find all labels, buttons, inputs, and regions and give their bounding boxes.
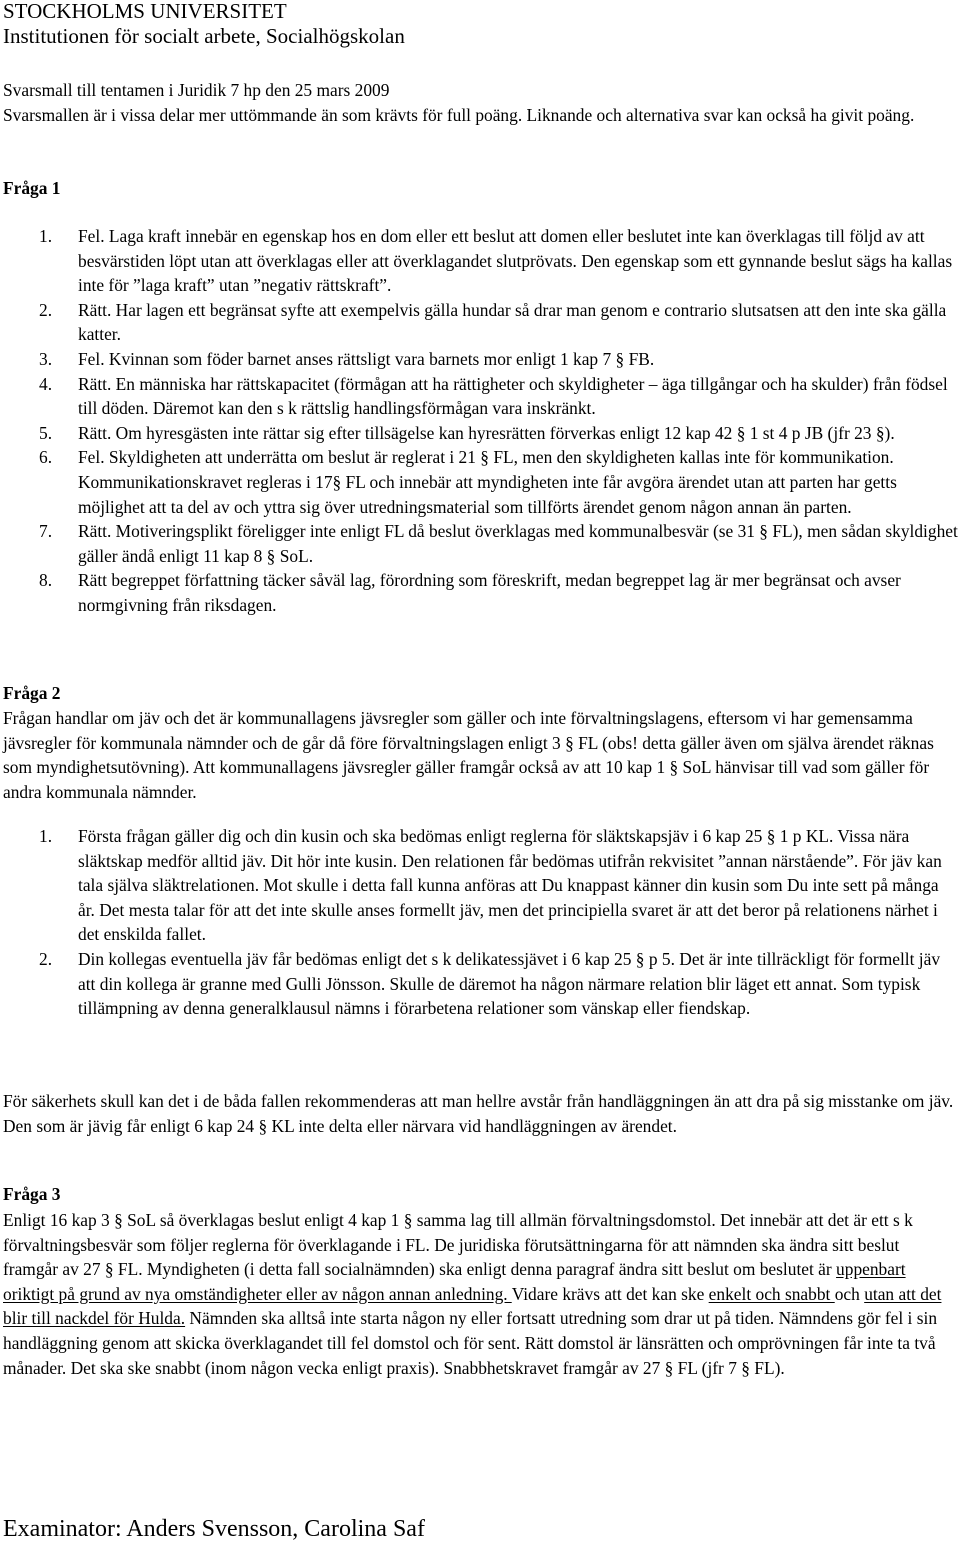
q2-intro: Frågan handlar om jäv och det är kommunallagens jävsregler som gäller och inte förvaltningslagens, eftersom vi har gemensamma jävsregler för kommunala nämnder och de går då före förvaltningslagen enligt 3 § FL (obs! detta gäller även om själva ärendet räknas som myndighetsutövning). Att kommunallagens jävsregler gäller framgår också av att 10 kap 1 § SoL hänvisar till vad som gäller för andra kommunala nämnder.: [3, 708, 934, 802]
item-number: 1.: [39, 826, 53, 846]
item-text: Fel. Kvinnan som föder barnet anses rättsligt vara barnets mor enligt 1 kap 7 § FB.: [78, 348, 655, 369]
item-number: 2.: [39, 299, 53, 320]
item-number: 1.: [39, 226, 53, 246]
item-text: Fel. Laga kraft innebär en egenskap hos en dom eller ett beslut att domen eller beslutet inte kan överklagas till följd av att besvärstiden löpt utan att överklagas eller att överklagandet slutprövats. Den egenskap som ett gynnande beslut sägs ha kallas inte för ”laga kraft” utan ”negativ rättskraft”.: [78, 226, 953, 296]
list-item: [3, 347, 958, 372]
list-item: [3, 568, 958, 617]
intro-text: Svarsmallen är i vissa delar mer uttömmande än som krävts för full poäng. Liknande och alternativa svar kan också ha givit poäng.: [3, 104, 915, 125]
list-item: [3, 519, 958, 568]
list-item: [3, 298, 958, 347]
university-name: STOCKHOLMS UNIVERSITET: [3, 0, 287, 23]
list-item: [3, 445, 958, 519]
department-name: Institutionen för socialt arbete, Socialhögskolan: [3, 24, 405, 48]
q2-list: [3, 824, 958, 1021]
item-number: 2.: [39, 948, 53, 969]
examiner-line: Examinator: Anders Svensson, Carolina Saf: [3, 1516, 425, 1542]
item-text: Rätt begreppet författning täcker såväl lag, förordning som föreskrift, medan begreppet lag är mer begränsat och avser normgivning från riksdagen.: [78, 570, 901, 615]
item-text: Fel. Skyldigheten att underrätta om beslut är reglerat i 21 § FL, men den skyldigheten kallas inte för kommunikation. Kommunikationskravet regleras i 17§ FL och innebär att myndigheten inte får avgöra ärendet utan att parten har getts möjlighet att ta del av och yttra sig över utredningsmaterial som tillförts ärendet genom någon annan än parten.: [78, 447, 897, 517]
q3-text-4: Nämnden ska alltså inte starta någon ny eller fortsatt utredning som drar ut på tiden. Nämndens gör fel i sin handläggning genom att skicka överklagandet till fel domstol och för sent. Rätt domstol är länsrätten och omprövningen får inte ta två månader. Det ska ske snabbt (inom någon vecka enligt praxis). Snabbhetskravet framgår av 27 § FL (jfr 7 § FL).: [3, 1308, 938, 1378]
list-item: [3, 421, 958, 446]
item-text: Rätt. Om hyresgästen inte rättar sig efter tillsägelse kan hyresrätten förverkas enligt 12 kap 42 § 1 st 4 p JB (jfr 23 §).: [78, 422, 895, 443]
item-text: Din kollegas eventuella jäv får bedömas enligt det s k delikatessjävet i 6 kap 25 § p 5. Det är inte tillräckligt för formellt jäv att din kollega är granne med Gulli Jönsson. Skulle de däremot ha någon närmare relation blir läget ett annat. Som typisk tillämpning av denna generalklausul nämns i förarbetena relationer som vänskap eller fiendskap.: [78, 948, 941, 1019]
title-block: [3, 78, 958, 127]
q3-underline-2: enkelt och snabbt: [708, 1283, 835, 1304]
item-number: 3.: [39, 348, 53, 369]
item-text: Rätt. Har lagen ett begränsat syfte att exempelvis gälla hundar så drar man genom e contrario slutsatsen att den inte ska gälla katter.: [78, 299, 947, 345]
item-number: 4.: [39, 373, 53, 394]
list-item: [3, 947, 958, 1021]
q3-underline-3: utan att det blir till nackdel för Hulda.: [3, 1283, 942, 1329]
q2-closing: För säkerhets skull kan det i de båda fallen rekommenderas att man hellre avstår från handläggningen än att dra på sig misstanke om jäv. Den som är jävig får enligt 6 kap 24 § KL inte delta eller närvara vid handläggningen av ärendet.: [3, 1091, 954, 1136]
list-item: [3, 372, 958, 421]
item-text: Rätt. En människa har rättskapacitet (förmågan att ha rättigheter och skyldigheter – äga tillgångar och ha skulder) från födsel till döden. Däremot kan den s k rättslig handlingsförmågan vara inskränkt.: [78, 373, 948, 419]
item-number: 7.: [39, 521, 53, 542]
item-number: 8.: [39, 570, 53, 591]
q3-text-1: Enligt 16 kap 3 § SoL så överklagas beslut enligt 4 kap 1 § samma lag till allmän förvaltningsdomstol. Det innebär att det är ett s k förvaltningsbesvär som följer reglerna för överklagande i FL. De juridiska förutsättningarna för att nämnden ska ändra sitt beslut framgår av 27 § FL. Myndigheten (i detta fall socialnämnden) ska enligt denna paragraf ändra sitt beslut om beslutet är: [3, 1210, 913, 1280]
item-number: 6.: [39, 447, 53, 468]
q3-underline-1: uppenbart oriktigt på grund av nya omständigheter eller av någon annan anledning.: [3, 1259, 906, 1304]
q3-heading: Fråga 3: [3, 1184, 61, 1204]
list-item: [3, 224, 958, 298]
q3-text-2: Vidare krävs att det kan ske: [511, 1283, 709, 1304]
item-number: 5.: [39, 422, 53, 443]
q1-heading: Fråga 1: [3, 178, 61, 198]
item-text: Första frågan gäller dig och din kusin och ska bedömas enligt reglerna för släktskapsjäv i 6 kap 25 § 1 p KL. Vissa nära släktskap medför alltid jäv. Dit hör inte kusin. Den relationen får bedömas utifrån rekvisitet ”annan närstående”. För jäv kan tala själva släktrelationen. Mot skulle i detta fall kunna anföras att Du knappast känner din kusin som Du inte sett på många år. Det mesta talar för att det inte skulle anses formellt jäv, men det principiella svaret är att det beror på relationens närhet i det enskilda fallet.: [78, 826, 942, 945]
q3-text-3: och: [834, 1283, 865, 1304]
q2-heading: Fråga 2: [3, 683, 61, 703]
item-text: Rätt. Motiveringsplikt föreligger inte enligt FL då beslut överklagas med kommunalbesvär (se 31 § FL), men sådan skyldighet gäller ändå enligt 11 kap 8 § SoL.: [78, 521, 958, 566]
q1-list: [3, 224, 958, 618]
list-item: [3, 824, 958, 947]
document-title: Svarsmall till tentamen i Juridik 7 hp den 25 mars 2009: [3, 80, 390, 100]
q3-body: [3, 1208, 958, 1380]
